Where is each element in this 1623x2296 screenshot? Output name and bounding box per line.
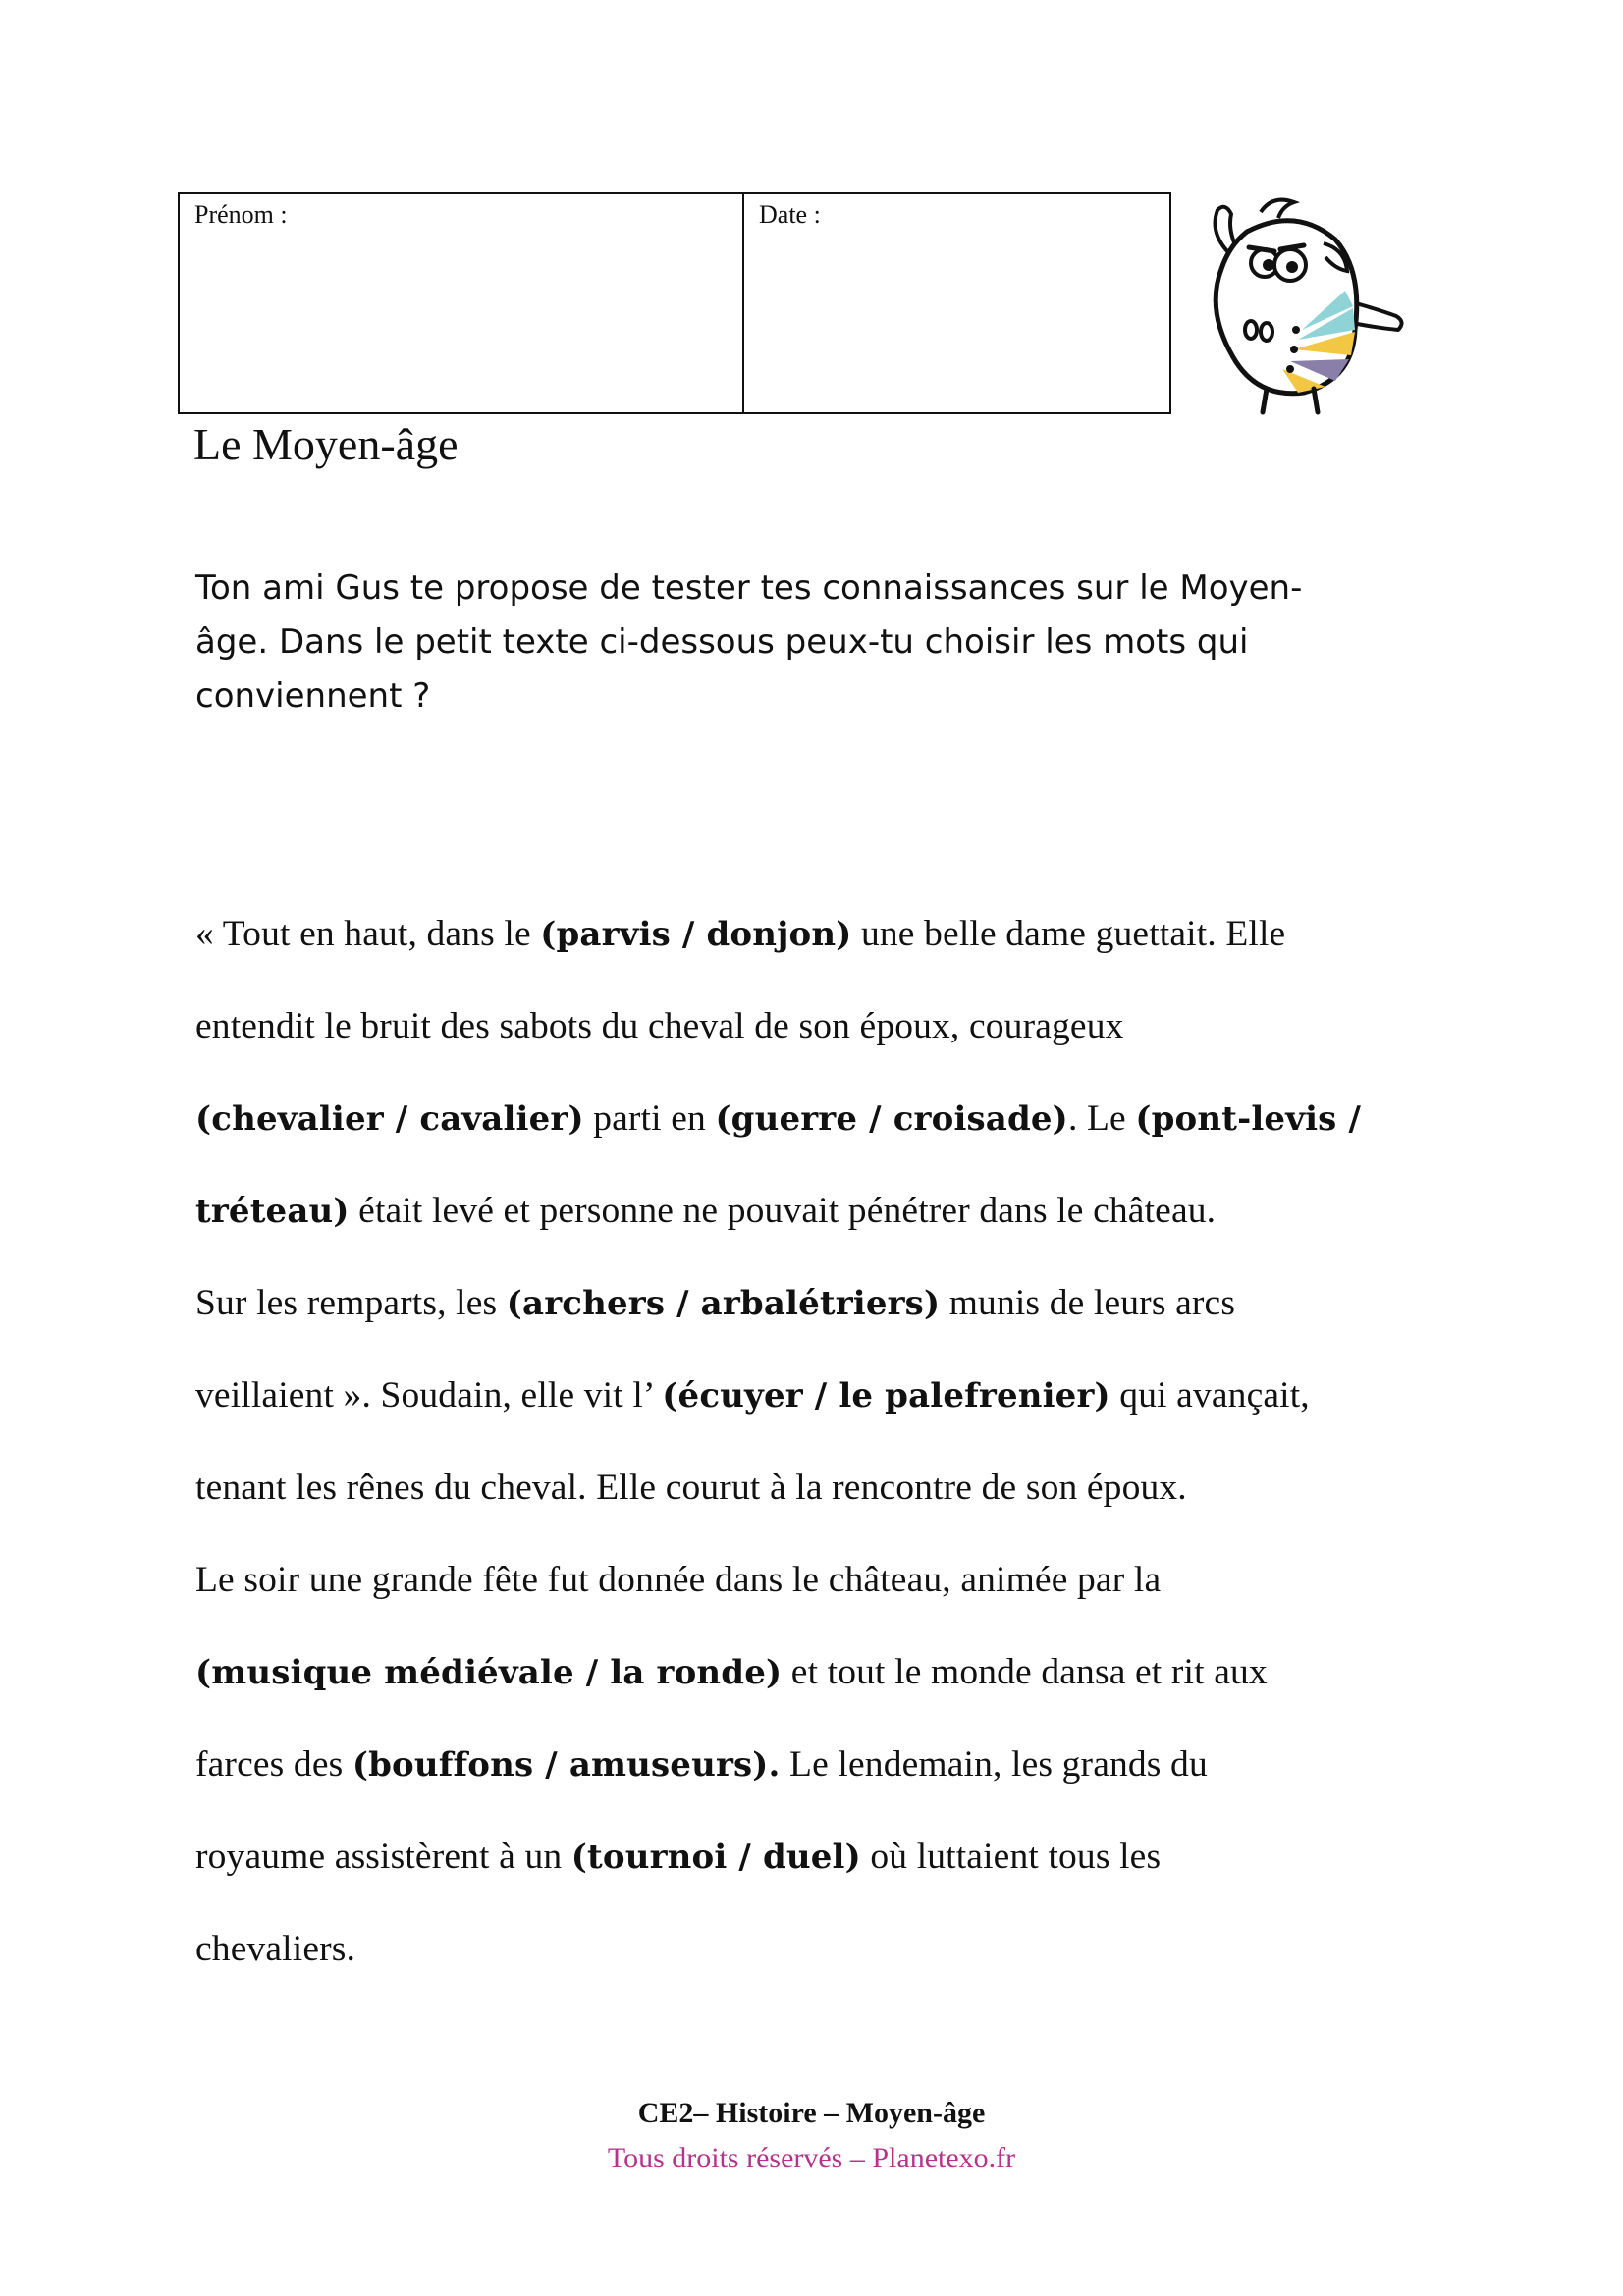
instructions [195,561,1413,723]
story-text: qui avançait, [1109,1375,1310,1415]
story-text: était levé et personne ne pouvait pénétrer dans le château. [349,1191,1217,1231]
story-text: une belle dame guettait. Elle [851,914,1286,954]
exercise-text [195,888,1433,1996]
story-line-8 [195,1534,1433,1627]
gus-sheep-mascot-icon [1188,192,1414,418]
story-line-5 [195,1257,1433,1350]
story-text: Le lendemain, les grands du [780,1744,1208,1785]
prenom-label: Prénom : [194,200,288,229]
story-text: Le soir une grande fête fut donnée dans le château, animée par la [195,1560,1162,1600]
story-line-9 [195,1627,1433,1719]
word-choice-musique-ronde[interactable]: (musique médiévale / la ronde) [195,1653,783,1692]
story-text: chevaliers. [195,1929,356,1969]
word-choice-archers-arbaletriers[interactable]: (archers / arbalétriers) [506,1284,941,1323]
word-choice-pont-levis-treteau[interactable]: (pont-levis / [1135,1099,1362,1139]
footer-copyright: Tous droits réservés – Planetexo.fr [607,2142,1016,2174]
story-line-4 [195,1165,1433,1257]
story-text: et tout le monde dansa et rit aux [782,1652,1268,1692]
story-text: farces des [195,1744,352,1785]
intro-line: Ton ami Gus te propose de tester tes connaissances sur le Moyen- [195,568,1303,608]
intro-line: âge. Dans le petit texte ci-dessous peux-tu choisir les mots qui [195,622,1249,662]
date-field[interactable] [744,194,1169,412]
story-text: où luttaient tous les [860,1837,1162,1877]
story-text: parti en [583,1098,716,1139]
word-choice-pont-levis-treteau-end[interactable]: tréteau) [195,1192,350,1231]
story-line-12 [195,1903,1433,1996]
story-line-2 [195,981,1433,1073]
story-text: munis de leurs arcs [940,1283,1236,1323]
story-line-6 [195,1350,1433,1442]
story-text: Sur les remparts, les [195,1283,507,1323]
date-label: Date : [759,200,821,229]
story-line-10 [195,1719,1433,1811]
story-line-11 [195,1811,1433,1903]
word-choice-guerre-croisade[interactable]: (guerre / croisade) [715,1099,1068,1139]
word-choice-tournoi-duel[interactable]: (tournoi / duel) [570,1838,861,1877]
story-text: tenant les rênes du cheval. Elle courut à la rencontre de son époux. [195,1468,1187,1508]
intro-line: conviennent ? [195,676,431,716]
page-title: Le Moyen-âge [193,419,459,469]
word-choice-chevalier-cavalier[interactable]: (chevalier / cavalier) [195,1099,584,1139]
footer-course-label: CE2– Histoire – Moyen-âge [637,2097,986,2129]
story-line-7 [195,1442,1433,1534]
word-choice-bouffons-amuseurs[interactable]: (bouffons / amuseurs). [352,1745,781,1785]
word-choice-parvis-donjon[interactable]: (parvis / donjon) [540,915,852,954]
word-choice-ecuyer-palefrenier[interactable]: (écuyer / le palefrenier) [662,1376,1110,1415]
story-text: . Le [1067,1098,1136,1139]
prenom-field[interactable] [180,194,744,412]
story-text: veillaient ». Soudain, elle vit l’ [195,1375,663,1415]
story-line-3 [195,1073,1433,1165]
story-text: royaume assistèrent à un [195,1837,571,1877]
student-info-table [178,192,1171,414]
story-text: « Tout en haut, dans le [195,914,541,954]
story-text: entendit le bruit des sabots du cheval de son époux, courageux [195,1006,1124,1046]
story-line-1 [195,888,1433,981]
